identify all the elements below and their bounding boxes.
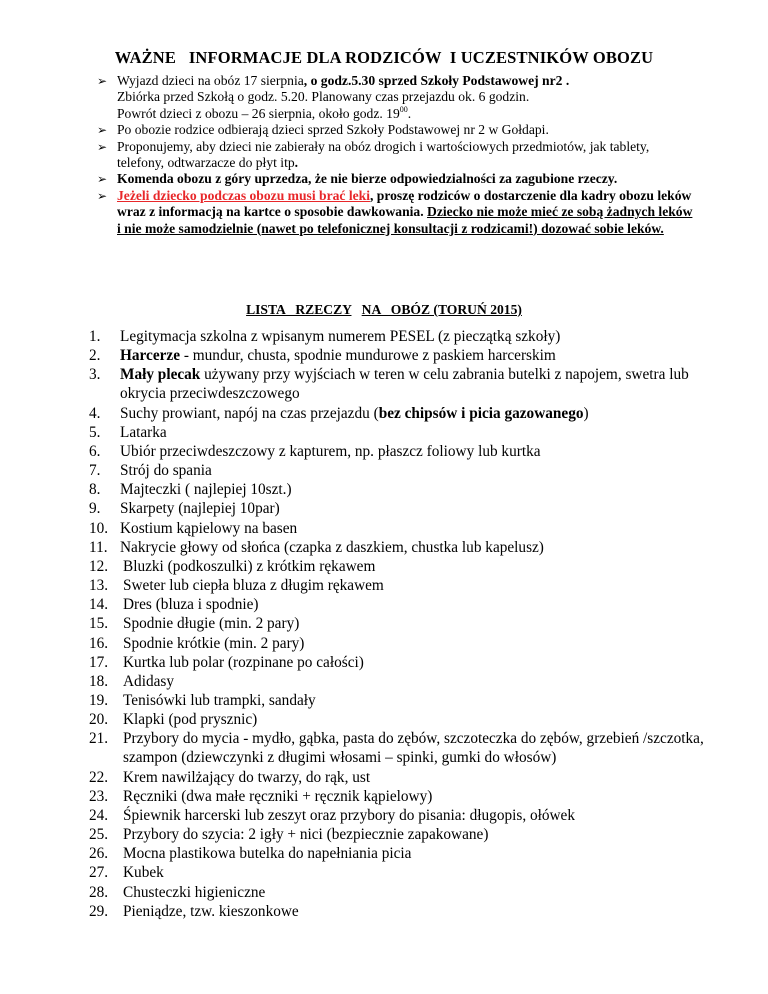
list-item: [89, 634, 709, 653]
list-item: [89, 519, 709, 538]
list-item-text: Nakrycie głowy od słońca (czapka z daszkiem, chustka lub kapelusz): [120, 538, 544, 556]
list-item-number: 3.: [89, 366, 101, 384]
list-item: [89, 883, 709, 902]
list-item: [89, 614, 709, 633]
list-item-text: Przybory do szycia: 2 igły + nici (bezpiecznie zapakowane): [123, 826, 489, 844]
valuables-text-end: .: [294, 155, 299, 171]
list-item: [89, 844, 709, 863]
list-item: [89, 499, 709, 518]
list-item-text: Śpiewnik harcerski lub zeszyt oraz przybory do pisania: długopis, ołówek: [123, 806, 575, 824]
valuables-text: Proponujemy, aby dzieci nie zabierały na obóz drogich i wartościowych przedmiotów, jak tablety, telefony, odtwarzacze do płyt itp: [117, 138, 650, 171]
departure-time-text: , o godz.5.30 sprzed Szkoły Podstawowej nr2 .: [303, 73, 570, 88]
list-item-number: 18.: [89, 672, 109, 690]
list-item-text: Spodnie długie (min. 2 pary): [123, 615, 300, 633]
list-title: [0, 302, 768, 318]
list-item-text: Ręczniki (dwa małe ręczniki + ręcznik kąpielowy): [123, 787, 433, 805]
list-item-text: Tenisówki lub trampki, sandały: [123, 691, 316, 709]
list-item-text: - mundur, chusta, spodnie mundurowe z paskiem harcerskim: [180, 347, 556, 365]
list-item-text: Spodnie krótkie (min. 2 pary): [123, 634, 305, 652]
list-item: [89, 576, 709, 595]
list-item-number: 11.: [89, 538, 108, 556]
list-item-text: Chusteczki higieniczne: [123, 883, 266, 901]
list-title-part-a: LISTA RZECZY: [246, 302, 352, 317]
list-item-text: Adidasy: [123, 672, 174, 690]
list-item: [89, 768, 709, 787]
list-item-number: 7.: [89, 462, 101, 480]
list-item-text: Skarpety (najlepiej 10par): [120, 500, 280, 518]
meeting-text: Zbiórka przed Szkołą o godz. 5.20. Planowany czas przejazdu ok. 6 godzin.: [117, 89, 530, 105]
list-item-number: 23.: [89, 787, 109, 805]
list-item-number: 28.: [89, 883, 109, 901]
list-item-number: 25.: [89, 826, 109, 844]
list-item: [89, 442, 709, 461]
list-item-text: Strój do spania: [120, 462, 212, 480]
packing-list: [89, 327, 709, 921]
list-item-number: 16.: [89, 634, 109, 652]
list-item-number: 6.: [89, 442, 101, 460]
responsibility-text: Komenda obozu z góry uprzedza, że nie bierze odpowiedzialności za zagubione rzeczy.: [117, 171, 618, 187]
list-item-text: Pieniądze, tzw. kieszonkowe: [123, 902, 299, 920]
list-item: [89, 480, 709, 499]
list-item: [89, 710, 709, 729]
arrow-bullet-icon: ➢: [97, 139, 108, 154]
list-item-text: Kubek: [123, 864, 164, 882]
list-item: [89, 595, 709, 614]
list-item-number: 12.: [89, 557, 109, 575]
info-bullet-pickup: [96, 122, 696, 138]
list-item-number: 20.: [89, 711, 109, 729]
return-text-end: .: [407, 105, 412, 121]
list-item-number: 13.: [89, 577, 109, 595]
arrow-bullet-icon: ➢: [97, 74, 108, 88]
list-item: [89, 787, 709, 806]
info-bullet-valuables: [96, 139, 696, 172]
info-bullet-responsibility: [96, 171, 696, 187]
list-item: [89, 538, 709, 557]
list-item: [89, 327, 709, 346]
list-item: [89, 825, 709, 844]
list-title-part-b: NA OBÓZ (TORUŃ 2015): [361, 302, 522, 317]
list-item-number: 17.: [89, 653, 109, 671]
list-item-text: Mocna plastikowa butelka do napełniania picia: [123, 845, 412, 863]
list-item: [89, 365, 709, 403]
list-item-number: 5.: [89, 423, 101, 441]
list-item-text: Harcerze: [120, 347, 181, 365]
return-text: Powrót dzieci z obozu – 26 sierpnia, około godz. 19: [117, 105, 400, 121]
list-item-text: bez chipsów i picia gazowanego: [378, 404, 584, 422]
list-item: [89, 461, 709, 480]
list-item-number: 8.: [89, 481, 101, 499]
list-item-text: Suchy prowiant, napój na czas przejazdu (: [120, 404, 379, 422]
list-item-text: Bluzki (podkoszulki) z krótkim rękawem: [123, 557, 376, 575]
medicine-rule-text: Dziecko nie może mieć ze sobą żadnych leków i nie może samodzielnie (nawet po telefonicznej konsultacji z rodzicami!) dozować sobie leków.: [117, 204, 693, 236]
list-item-text: ): [583, 404, 589, 422]
pickup-text: Po obozie rodzice odbierają dzieci sprzed Szkoły Podstawowej nr 2 w Gołdapi.: [117, 122, 549, 138]
arrow-bullet-icon: ➢: [97, 188, 108, 203]
list-item-text: Mały plecak: [120, 366, 201, 384]
list-item-number: 26.: [89, 845, 109, 863]
list-item-number: 27.: [89, 864, 109, 882]
list-item: [89, 346, 709, 365]
medicine-warning-text: Jeżeli dziecko podczas obozu musi brać leki: [117, 187, 370, 203]
list-item: [89, 404, 709, 423]
list-item: [89, 672, 709, 691]
list-item: [89, 653, 709, 672]
list-item-text: Kurtka lub polar (rozpinane po całości): [123, 653, 364, 671]
list-item-number: 19.: [89, 691, 109, 709]
info-bullet-departure: [96, 73, 696, 122]
list-item-text: Majteczki ( najlepiej 10szt.): [120, 481, 292, 499]
info-bullet-list: [96, 73, 696, 237]
list-item-number: 21.: [89, 730, 109, 748]
list-item-number: 24.: [89, 806, 109, 824]
return-time-superscript: 00: [399, 104, 408, 114]
list-item: [89, 806, 709, 825]
list-item-text: Krem nawilżający do twarzy, do rąk, ust: [123, 768, 371, 786]
list-item-text: Przybory do mycia - mydło, gąbka, pasta do zębów, szczoteczka do zębów, grzebień /szczotka, szampon (dziewczynki z długimi włosami – spinki, gumki do włosów): [123, 730, 704, 767]
list-item-text: Latarka: [120, 423, 167, 441]
list-item-number: 1.: [89, 328, 101, 345]
list-item-text: Sweter lub ciepła bluza z długim rękawem: [123, 577, 384, 595]
list-item-number: 22.: [89, 768, 109, 786]
arrow-bullet-icon: ➢: [97, 123, 108, 138]
list-item-text: Klapki (pod prysznic): [123, 711, 258, 729]
list-item-text: Dres (bluza i spodnie): [123, 596, 259, 614]
list-item-text: Ubiór przeciwdeszczowy z kapturem, np. płaszcz foliowy lub kurtka: [120, 442, 541, 460]
list-item-number: 14.: [89, 596, 109, 614]
page-title: WAŻNE INFORMACJE DLA RODZICÓW I UCZESTNIKÓW OBOZU: [114, 48, 654, 67]
list-item-number: 15.: [89, 615, 109, 633]
list-item: [89, 902, 709, 921]
info-bullet-medicine: [96, 188, 696, 237]
list-item-number: 9.: [89, 500, 101, 518]
departure-date-text: Wyjazd dzieci na obóz 17 sierpnia: [117, 73, 304, 88]
list-item: [89, 863, 709, 882]
list-item-text: Legitymacja szkolna z wpisanym numerem PESEL (z pieczątką szkoły): [120, 328, 561, 345]
list-item: [89, 423, 709, 442]
medicine-instruction-text: , proszę rodziców o dostarczenie dla kadry obozu leków wraz z informacją na kartce o sposobie dawkowania.: [117, 187, 692, 220]
list-item: [89, 729, 709, 767]
list-item-number: 29.: [89, 902, 109, 920]
list-item-text: Kostium kąpielowy na basen: [120, 519, 298, 537]
list-item-number: 4.: [89, 404, 101, 422]
arrow-bullet-icon: ➢: [97, 172, 108, 187]
list-item-text: używany przy wyjściach w teren w celu zabrania butelki z napojem, swetra lub okrycia przeciwdeszczowego: [120, 366, 689, 403]
list-item: [89, 557, 709, 576]
list-item-number: 10.: [89, 519, 109, 537]
list-item: [89, 691, 709, 710]
list-item-number: 2.: [89, 347, 101, 365]
